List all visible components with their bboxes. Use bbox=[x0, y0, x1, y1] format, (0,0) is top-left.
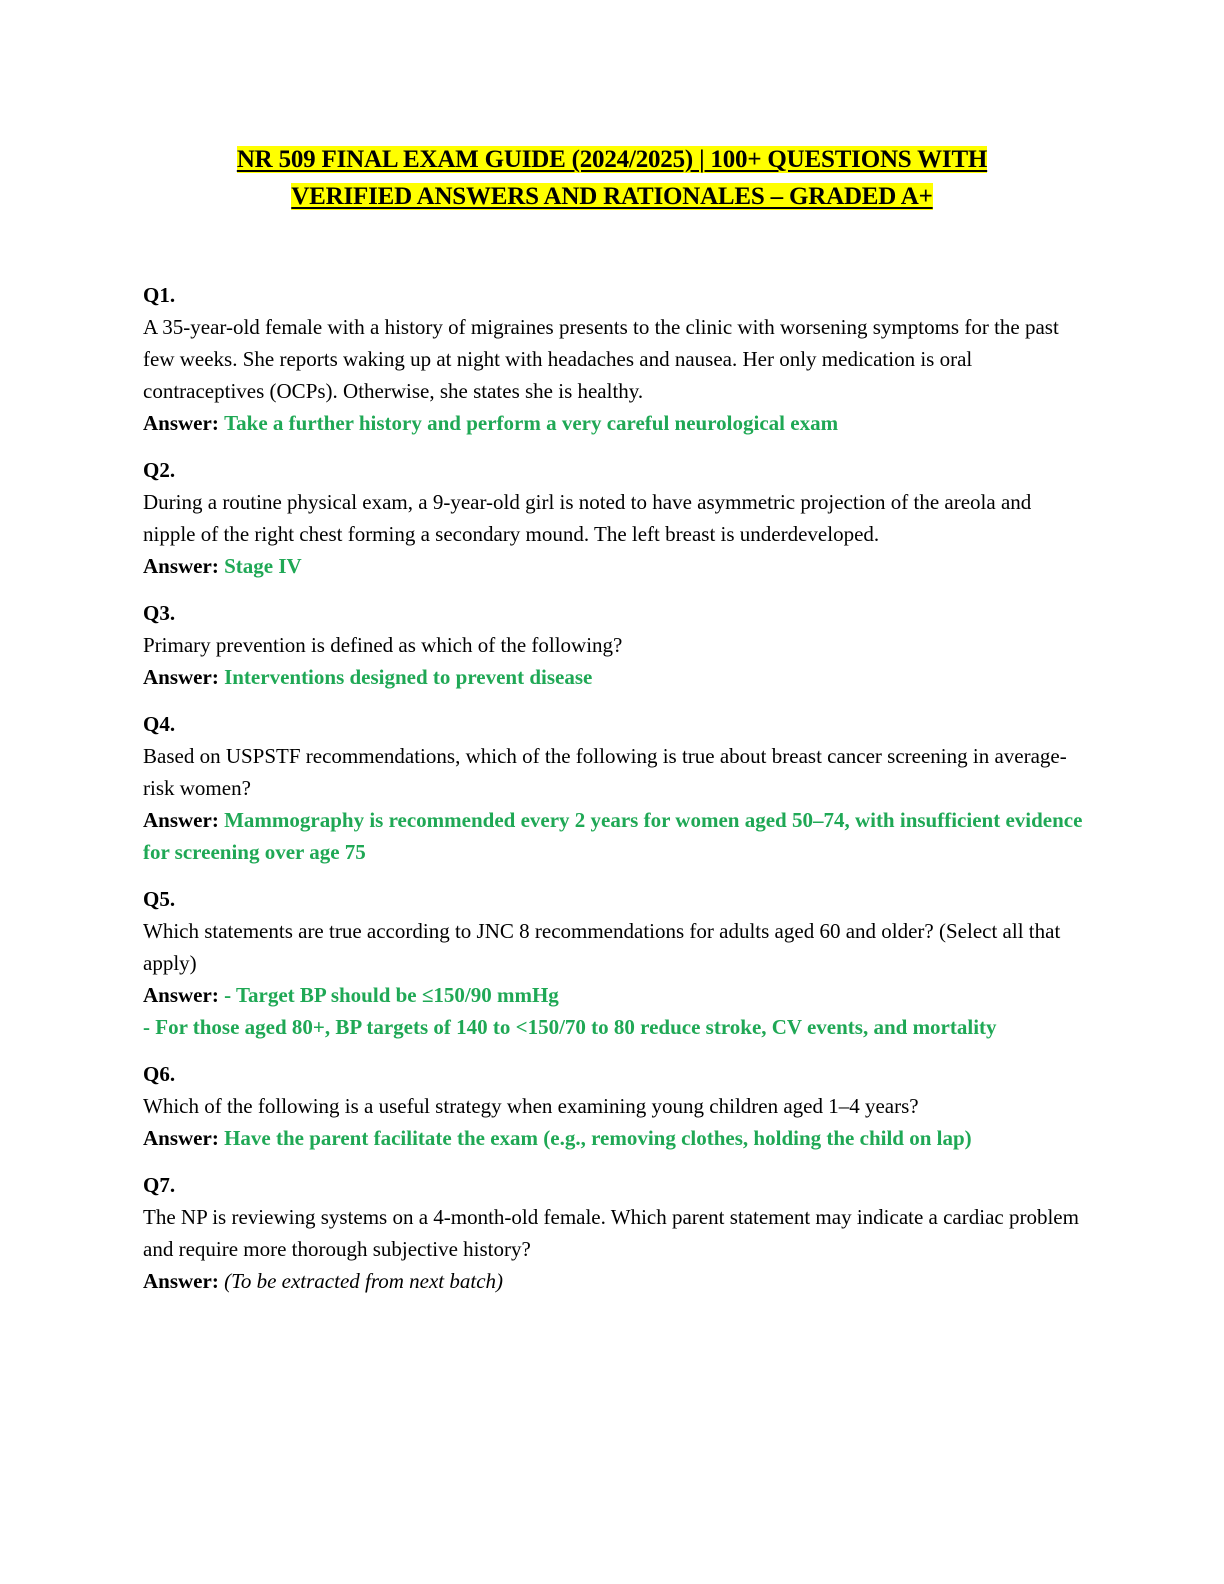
answer-label: Answer: bbox=[143, 1269, 219, 1293]
answer-pending-text: (To be extracted from next batch) bbox=[224, 1269, 504, 1293]
answer bbox=[143, 661, 1083, 693]
question-number: Q3. bbox=[143, 601, 176, 625]
question-number: Q7. bbox=[143, 1173, 176, 1197]
question-item-4 bbox=[143, 708, 1083, 868]
answer bbox=[143, 1122, 1083, 1154]
answer bbox=[143, 804, 1083, 868]
answer-text-line-2: - For those aged 80+, BP targets of 140 to <150/70 to 80 reduce stroke, CV events, and mortality bbox=[143, 1015, 997, 1039]
question-item-6 bbox=[143, 1058, 1083, 1154]
answer-text-line-1: - Target BP should be ≤150/90 mmHg bbox=[224, 983, 559, 1007]
question-number: Q2. bbox=[143, 458, 176, 482]
question-item-3 bbox=[143, 597, 1083, 693]
question-text: During a routine physical exam, a 9-year-old girl is noted to have asymmetric projection of the areola and nipple of the right chest forming a secondary mound. The left breast is underdeveloped. bbox=[143, 490, 1032, 546]
answer bbox=[143, 407, 1083, 439]
question-text: The NP is reviewing systems on a 4-month-old female. Which parent statement may indicate a cardiac problem and require more thorough subjective history? bbox=[143, 1205, 1079, 1261]
answer-label: Answer: bbox=[143, 411, 219, 435]
question-text: Primary prevention is defined as which of the following? bbox=[143, 633, 623, 657]
question-item-2 bbox=[143, 454, 1083, 582]
answer-text: Have the parent facilitate the exam (e.g., removing clothes, holding the child on lap) bbox=[224, 1126, 972, 1150]
answer-text: Take a further history and perform a very careful neurological exam bbox=[224, 411, 839, 435]
answer-text: Stage IV bbox=[224, 554, 302, 578]
question-text: Which statements are true according to JNC 8 recommendations for adults aged 60 and older? (Select all that apply) bbox=[143, 919, 1061, 975]
question-item-1 bbox=[143, 279, 1083, 439]
question-number: Q1. bbox=[143, 283, 176, 307]
title-line-2: VERIFIED ANSWERS AND RATIONALES – GRADED A+ bbox=[291, 183, 933, 210]
question-number: Q4. bbox=[143, 712, 176, 736]
answer-label: Answer: bbox=[143, 665, 219, 689]
answer-text: Interventions designed to prevent disease bbox=[224, 665, 593, 689]
question-text: Which of the following is a useful strategy when examining young children aged 1–4 years? bbox=[143, 1094, 919, 1118]
question-text: A 35-year-old female with a history of migraines presents to the clinic with worsening symptoms for the past few weeks. She reports waking up at night with headaches and nausea. Her only medication is oral contraceptives (OCPs). Otherwise, she states she is healthy. bbox=[143, 315, 1059, 403]
answer-label: Answer: bbox=[143, 554, 219, 578]
answer-label: Answer: bbox=[143, 808, 219, 832]
title-line-1: NR 509 FINAL EXAM GUIDE (2024/2025) | 100+ QUESTIONS WITH bbox=[236, 146, 988, 173]
question-item-5 bbox=[143, 883, 1083, 1043]
question-list bbox=[143, 279, 1083, 1312]
question-number: Q6. bbox=[143, 1062, 176, 1086]
answer bbox=[143, 550, 1083, 582]
question-text: Based on USPSTF recommendations, which of the following is true about breast cancer screening in average-risk women? bbox=[143, 744, 1067, 800]
question-item-7 bbox=[143, 1169, 1083, 1297]
question-number: Q5. bbox=[143, 887, 176, 911]
answer-label: Answer: bbox=[143, 1126, 219, 1150]
document-title bbox=[120, 141, 1104, 215]
answer-text: Mammography is recommended every 2 years for women aged 50–74, with insufficient evidence for screening over age 75 bbox=[143, 808, 1083, 864]
answer-label: Answer: bbox=[143, 983, 219, 1007]
answer bbox=[143, 1265, 1083, 1297]
answer bbox=[143, 979, 1083, 1011]
